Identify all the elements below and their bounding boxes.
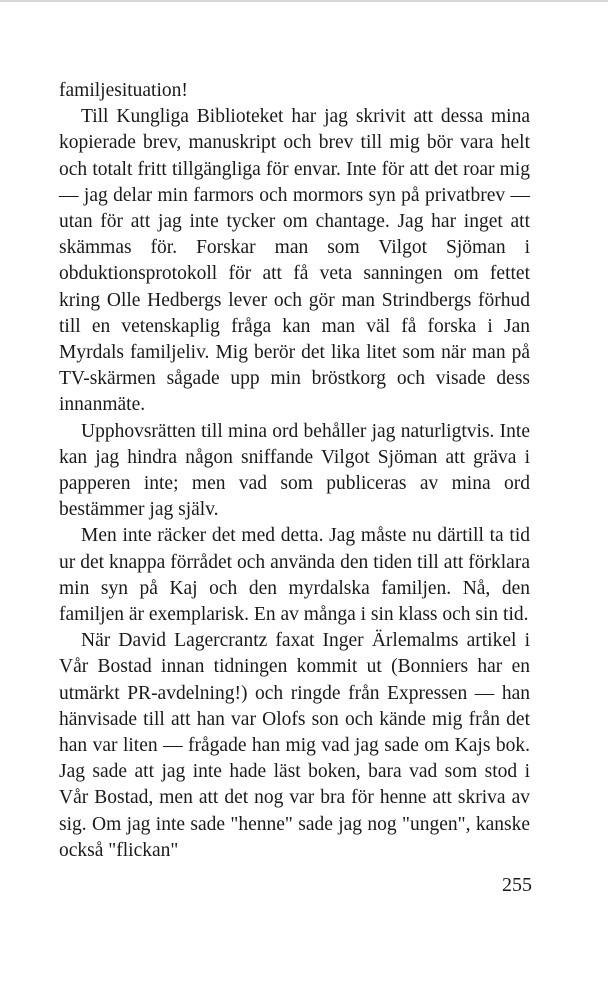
paragraph: Till Kungliga Biblioteket har jag skrivit att dessa mina kopierade brev, manuskript och brev till mig bör vara helt och totalt fritt tillgängliga för envar. Inte för att det roar mig — jag delar min farmors och mormors syn på privatbrev — utan för att jag inte tycker om chantage. Jag har inget att skämmas för. Forskar man som Vilgot Sjöman i obduktionsprotokoll för att få veta sanningen om fettet kring Olle Hedbergs lever och gör man Strindbergs förhud till en vetenskaplig fråga kan man väl få forska i Jan Myrdals familjeliv. Mig berör det lika litet som när man på TV-skärmen sågade upp min bröstkorg och visade dess innanmäte. — [59, 106, 530, 416]
paragraph-continuation: familjesituation! — [59, 80, 188, 101]
body-text — [59, 78, 530, 864]
page-number: 255 — [502, 874, 532, 896]
paragraph: Men inte räcker det med detta. Jag måste nu därtill ta tid ur det knappa förrådet och använda den tiden till att förklara min syn på Kaj och den myrdalska familjen. Nå, den familjen är exemplarisk. En av många i sin klass och sin tid. — [59, 525, 530, 626]
paragraph: När David Lagercrantz faxat Inger Ärlemalms artikel i Vår Bostad innan tidningen kommit ut (Bonniers har en utmärkt PR-avdelning!) och ringde från Expressen — han hänvisade till att han var Olofs son och kände mig från det han var liten — frågade han mig vad jag sade om Kajs bok. Jag sade att jag inte hade läst boken, bara vad som stod i Vår Bostad, men att det nog var bra för henne att skriva av sig. Om jag inte sade "henne" sade jag nog "ungen", kanske också "flickan" — [59, 630, 530, 861]
page-top-edge — [0, 0, 608, 2]
paragraph: Upphovsrätten till mina ord behåller jag naturligtvis. Inte kan jag hindra någon sniffande Vilgot Sjöman att gräva i papperen inte; men vad som publiceras av mina ord bestämmer jag själv. — [59, 420, 530, 521]
